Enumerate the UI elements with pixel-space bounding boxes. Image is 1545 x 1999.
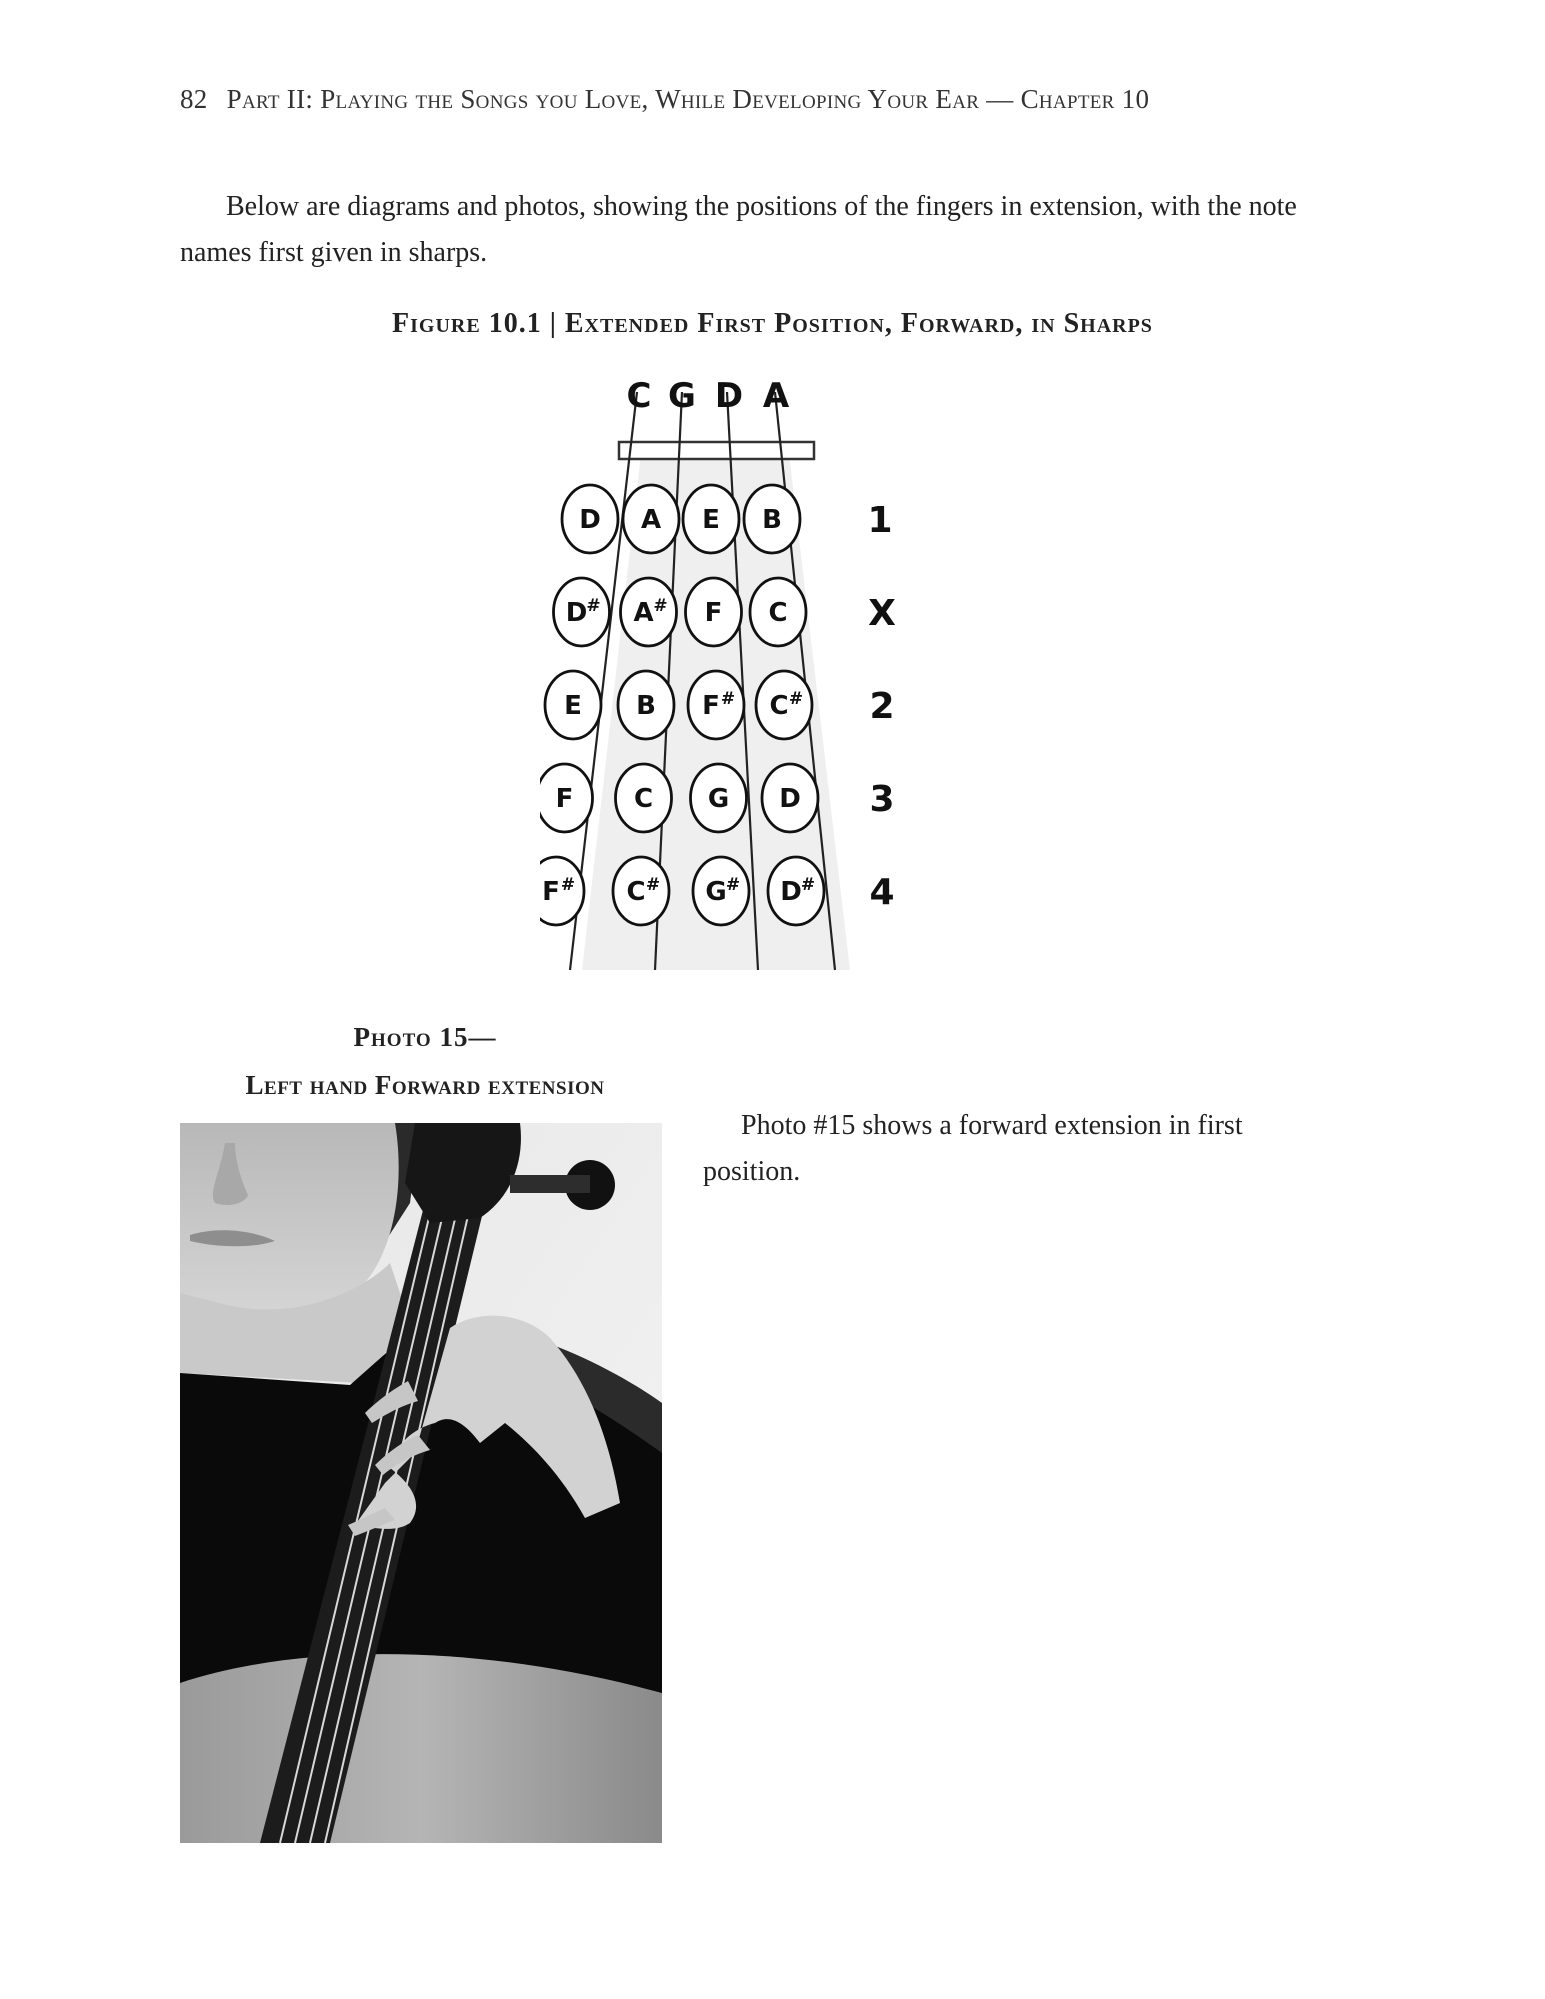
note-name: D	[565, 598, 588, 628]
note-name: B	[636, 691, 656, 721]
sharp-sign: #	[586, 596, 601, 616]
finger-number-label: 3	[869, 779, 895, 820]
cellist-photo	[180, 1123, 662, 1843]
note-circle	[768, 857, 824, 925]
photo-caption-line1: Photo 15—	[353, 1022, 497, 1052]
note-circle	[623, 485, 679, 553]
finger-number-label: 1	[867, 500, 893, 541]
note-name: G	[707, 784, 730, 814]
note-name: C	[769, 691, 789, 721]
note-circle	[554, 578, 610, 646]
note-name: F	[704, 598, 723, 628]
note-name: D	[579, 505, 601, 535]
photo-description: Photo #15 shows a forward extension in first position.	[703, 1110, 1243, 1187]
sharp-sign: #	[645, 875, 661, 895]
note-name: F	[542, 877, 560, 907]
nut	[619, 442, 814, 459]
note-circle	[540, 857, 584, 925]
note-name: D	[779, 784, 801, 814]
note-name: A	[633, 598, 654, 628]
note-name: C	[626, 877, 646, 907]
note-circle	[616, 764, 672, 832]
string-label-a: A	[762, 376, 790, 416]
note-circle	[756, 671, 812, 739]
note-name: F	[702, 691, 720, 721]
note-circle	[688, 671, 744, 739]
note-name: E	[702, 505, 720, 535]
note-name: A	[640, 505, 662, 535]
note-circle	[613, 857, 669, 925]
note-name: C	[768, 598, 788, 628]
finger-number-label: X	[868, 593, 896, 634]
sharp-sign: #	[653, 596, 668, 616]
running-title: Part II: Playing the Songs you Love, While Developing Your Ear — Chapter 10	[226, 84, 1150, 114]
sharp-sign: #	[800, 875, 816, 895]
string-label-g: G	[668, 376, 696, 416]
note-circle	[762, 764, 818, 832]
sharp-sign: #	[725, 875, 741, 895]
note-circle	[686, 578, 742, 646]
finger-number-label: 4	[869, 872, 895, 913]
scroll-peg-stem	[510, 1175, 590, 1193]
note-circle	[621, 578, 677, 646]
note-circle	[744, 485, 800, 553]
note-name: F	[555, 784, 574, 814]
sharp-sign: #	[788, 689, 804, 709]
note-circle	[545, 671, 601, 739]
figure-caption: Figure 10.1 | Extended First Position, Forward, in Sharps	[392, 308, 1153, 339]
fingerboard-diagram	[540, 370, 920, 990]
note-circle	[562, 485, 618, 553]
string-label-d: D	[714, 376, 744, 416]
note-name: B	[762, 505, 782, 535]
string-label-c: C	[626, 376, 652, 416]
page-number: 82	[180, 84, 208, 114]
note-name: E	[564, 691, 582, 721]
sharp-sign: #	[720, 689, 736, 709]
note-circle	[691, 764, 747, 832]
finger-number-label: 2	[869, 686, 895, 727]
note-circle	[683, 485, 739, 553]
note-circle	[618, 671, 674, 739]
note-circle	[540, 764, 593, 832]
sharp-sign: #	[560, 875, 576, 895]
note-name: C	[633, 784, 654, 814]
photo-caption-line2: Left hand Forward extension	[245, 1070, 605, 1100]
note-name: D	[780, 877, 802, 907]
note-circle	[750, 578, 806, 646]
cello-body	[180, 1654, 662, 1843]
running-head	[180, 84, 1149, 115]
note-name: G	[705, 877, 727, 907]
note-circle	[693, 857, 749, 925]
intro-paragraph: Below are diagrams and photos, showing the positions of the fingers in extension, with the note names first given in sharps.	[180, 191, 1297, 268]
